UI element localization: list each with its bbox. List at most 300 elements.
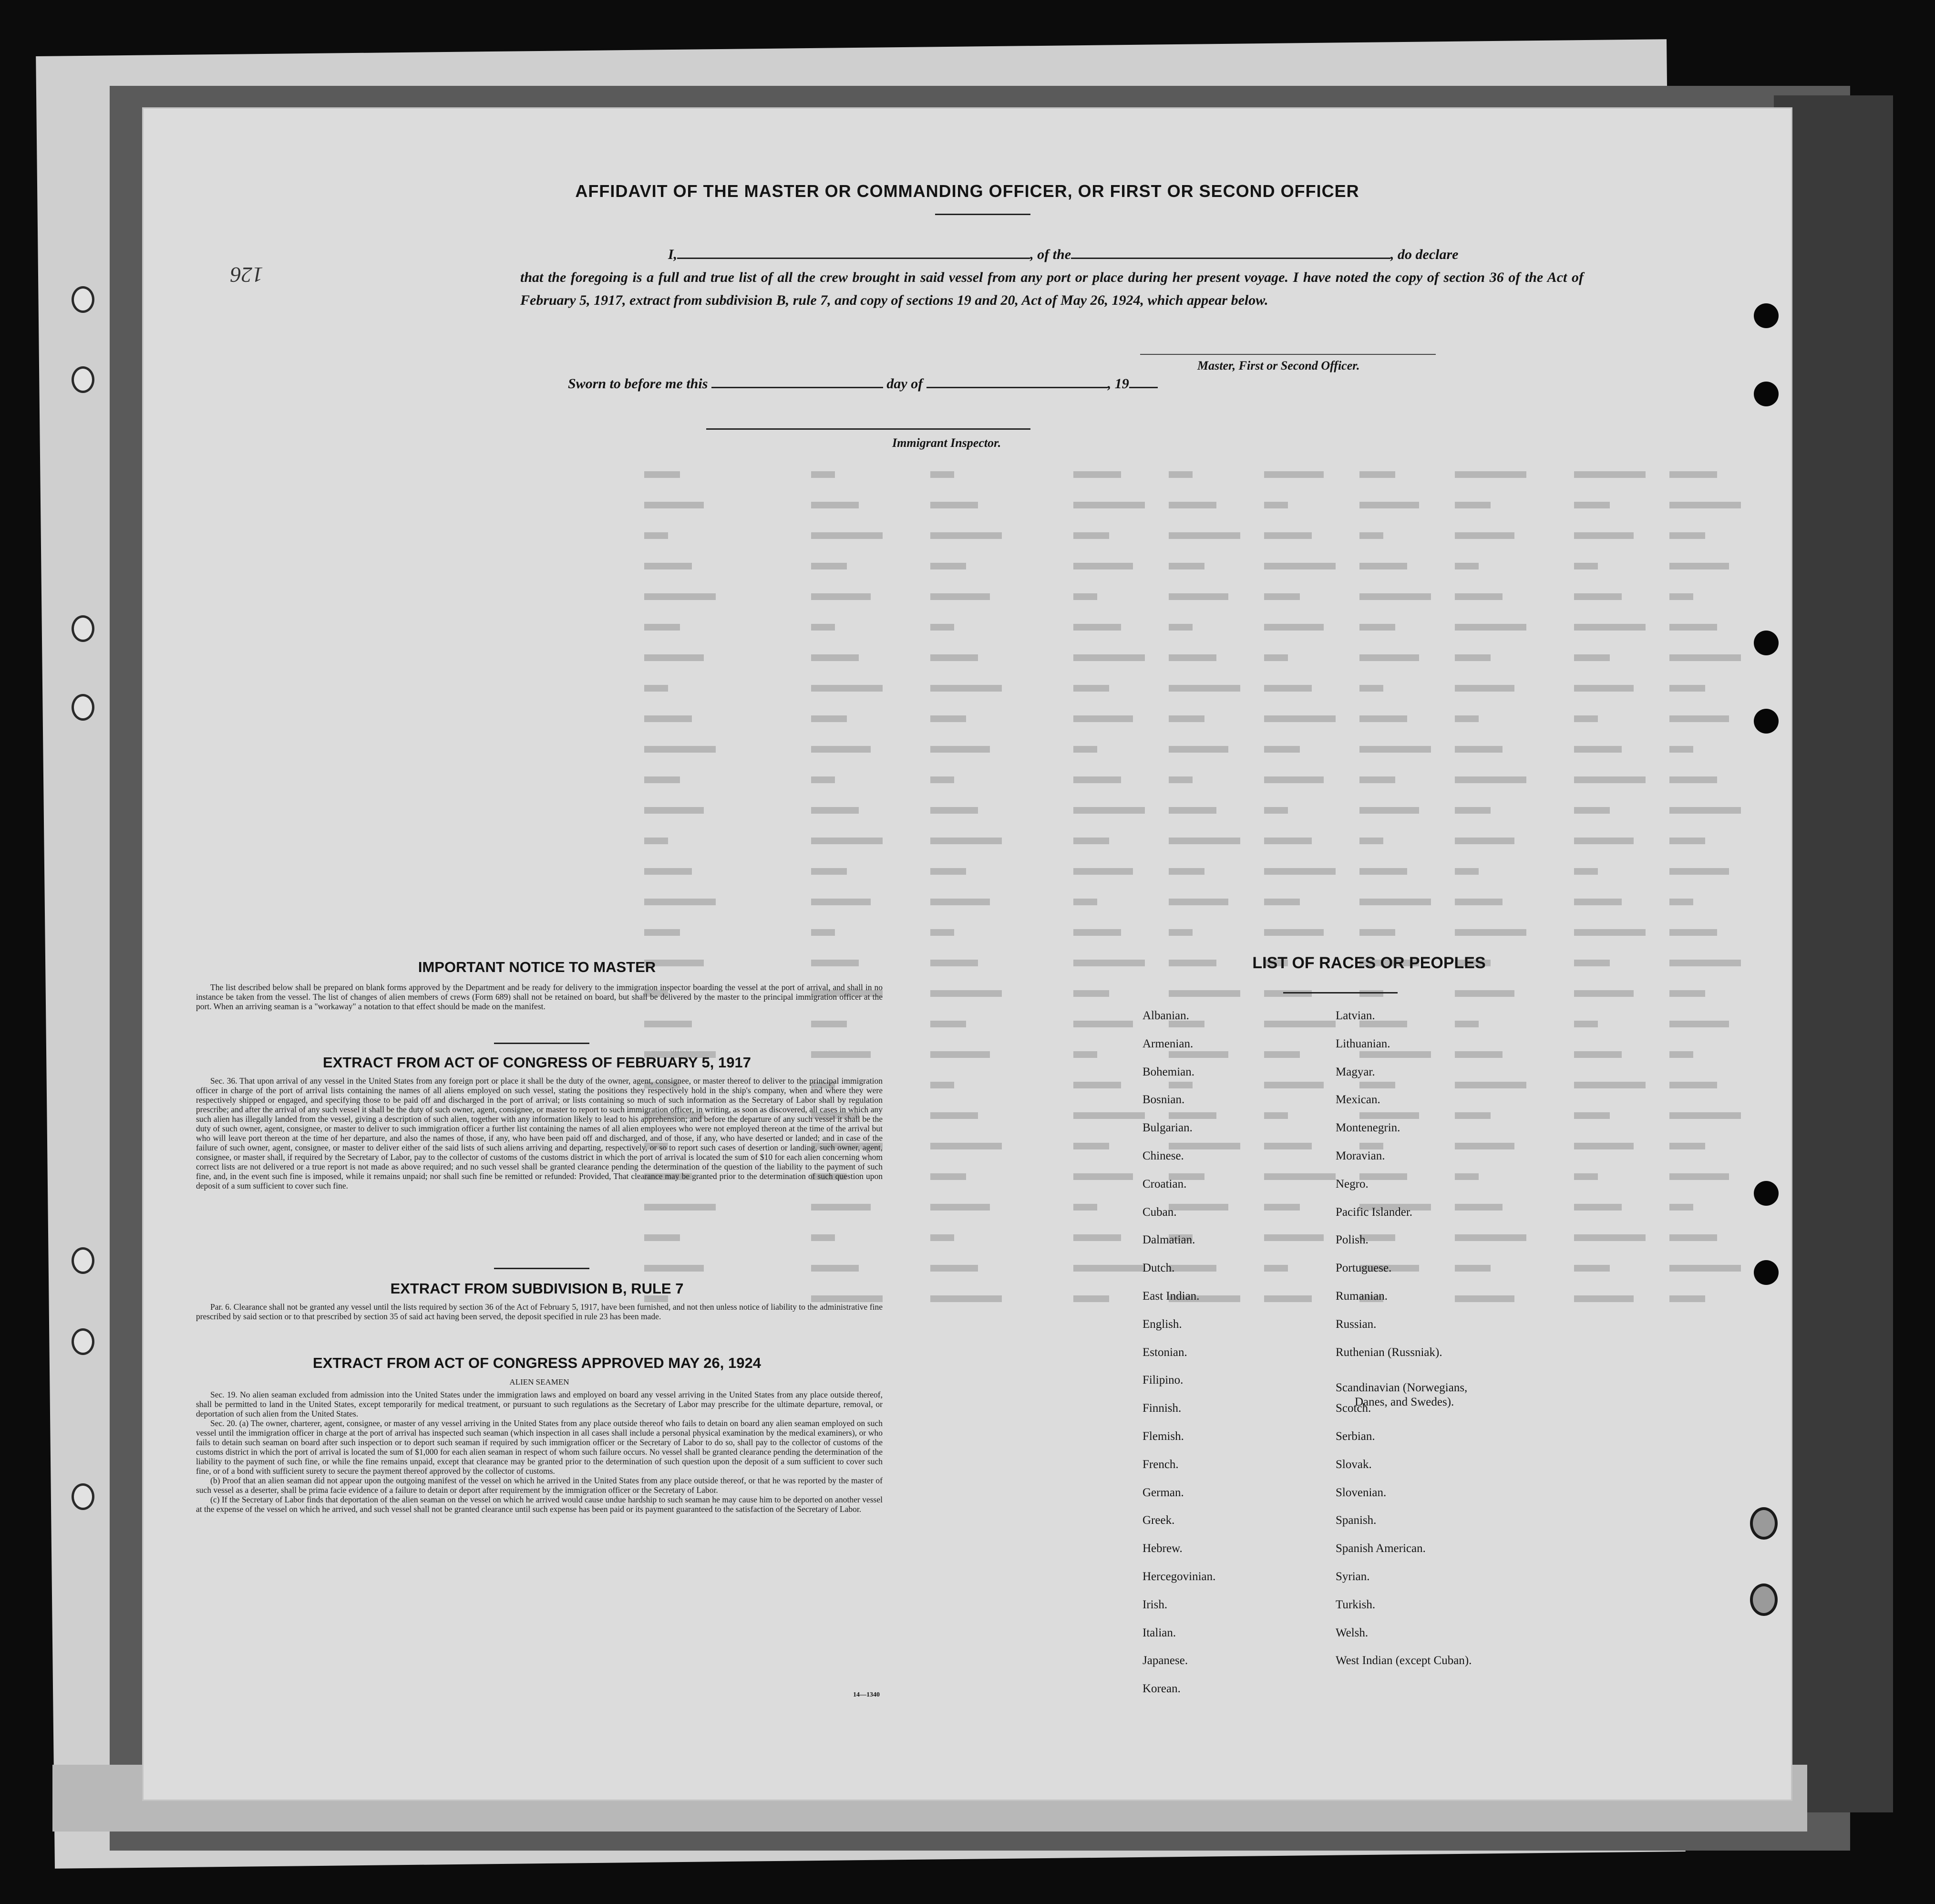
- bleed-through-mark: [644, 593, 716, 600]
- bleed-through-mark: [1669, 1204, 1693, 1211]
- bleed-through-mark: [644, 807, 704, 814]
- bleed-through-mark: [1073, 746, 1097, 753]
- bleed-through-mark: [1455, 746, 1503, 753]
- bleed-through-mark: [1169, 685, 1240, 692]
- race-item: Russian.: [1336, 1317, 1377, 1331]
- sworn-prefix: Sworn to before me this: [568, 376, 708, 392]
- signature-label: Master, First or Second Officer.: [1197, 359, 1360, 373]
- bleed-through-mark: [811, 1204, 871, 1211]
- bleed-through-mark: [811, 776, 835, 783]
- rule-7-body: [196, 1302, 883, 1321]
- bleed-through-mark: [1169, 990, 1240, 997]
- bleed-through-mark: [1574, 1295, 1634, 1302]
- par-6-paragraph: Par. 6. Clearance shall not be granted any vessel until the lists required by section 36 of the Act of February 5, 1917, have been furnished, and not then unless notice of liability to the administrative fine prescribed by said section or to that prescribed by section 35 of said act having been served, the deposit specified in rule 23 has been made.: [196, 1302, 883, 1321]
- race-item: German.: [1142, 1486, 1184, 1499]
- bleed-through-mark: [811, 624, 835, 631]
- bleed-through-mark: [1073, 990, 1109, 997]
- sworn-day-label: day of: [886, 376, 923, 392]
- bleed-through-mark: [1574, 960, 1610, 966]
- bleed-through-mark: [1073, 899, 1097, 905]
- affidavit-declare: , do declare: [1390, 247, 1459, 262]
- bleed-through-mark: [930, 929, 954, 936]
- bleed-through-mark: [1264, 685, 1312, 692]
- race-item: Negro.: [1336, 1177, 1369, 1190]
- bleed-through-mark: [1264, 1173, 1336, 1180]
- bleed-through-mark: [1264, 990, 1312, 997]
- races-divider: [1283, 992, 1398, 993]
- notice-body: [196, 983, 883, 1011]
- bleed-through-mark: [1073, 807, 1145, 814]
- bleed-through-mark: [811, 838, 883, 844]
- bleed-through-mark: [930, 960, 978, 966]
- bleed-through-mark: [930, 746, 990, 753]
- bleed-through-mark: [1073, 532, 1109, 539]
- race-item: Polish.: [1336, 1233, 1369, 1247]
- bleed-through-mark: [1574, 746, 1622, 753]
- bleed-through-mark: [1455, 838, 1514, 844]
- race-item: Armenian.: [1142, 1037, 1194, 1050]
- bleed-through-mark: [930, 1295, 1002, 1302]
- bleed-through-mark: [930, 685, 1002, 692]
- bleed-through-mark: [1455, 807, 1491, 814]
- bleed-through-mark: [1574, 929, 1646, 936]
- race-item: Dalmatian.: [1142, 1233, 1195, 1247]
- bleed-through-mark: [1169, 502, 1216, 508]
- sec-20b-paragraph: (b) Proof that an alien seaman did not appear upon the outgoing manifest of the vessel on which he arrived in the United States from any place outside thereof, or that he was reported by the master of such vessel as a deserter, shall be prima facie evidence of a failure to detain or deport after requirement by the immigration officer or the Secretary of Labor.: [196, 1476, 883, 1495]
- bleed-through-mark: [1669, 1265, 1741, 1272]
- bleed-through-mark: [1264, 929, 1324, 936]
- race-item: Greek.: [1142, 1514, 1175, 1527]
- bleed-through-mark: [811, 654, 859, 661]
- bleed-through-mark: [1073, 960, 1145, 966]
- bleed-through-mark: [1359, 502, 1419, 508]
- bleed-through-mark: [1455, 624, 1526, 631]
- bleed-through-mark: [1073, 1082, 1121, 1088]
- bleed-through-mark: [1073, 1051, 1097, 1058]
- bleed-through-mark: [930, 1234, 954, 1241]
- bleed-through-mark: [1574, 899, 1622, 905]
- bleed-through-mark: [1169, 563, 1204, 569]
- race-item: Dutch.: [1142, 1262, 1175, 1275]
- bleed-through-mark: [1455, 1021, 1479, 1027]
- bleed-through-mark: [1169, 532, 1240, 539]
- bleed-through-mark: [1455, 1082, 1526, 1088]
- bleed-through-mark: [811, 1021, 847, 1027]
- race-item: Portuguese.: [1336, 1262, 1392, 1275]
- bleed-through-mark: [1574, 1051, 1622, 1058]
- bleed-through-mark: [1669, 1173, 1729, 1180]
- bleed-through-mark: [1455, 1234, 1526, 1241]
- alien-seamen-subtitle: ALIEN SEAMEN: [509, 1377, 569, 1387]
- bleed-through-mark: [1455, 715, 1479, 722]
- race-item: Turkish.: [1336, 1598, 1376, 1611]
- bleed-through-mark: [1669, 899, 1693, 905]
- bleed-through-mark: [1574, 563, 1598, 569]
- race-item: Serbian.: [1336, 1430, 1375, 1443]
- race-item: Scotch.: [1336, 1402, 1371, 1415]
- bleed-through-mark: [1169, 624, 1193, 631]
- bleed-through-mark: [1073, 1173, 1133, 1180]
- section-divider: [494, 1268, 589, 1269]
- bleed-through-mark: [1574, 776, 1646, 783]
- bleed-through-mark: [1073, 685, 1109, 692]
- bleed-through-mark: [1574, 624, 1646, 631]
- bleed-through-mark: [811, 1265, 859, 1272]
- bleed-through-mark: [1359, 1112, 1419, 1119]
- bleed-through-mark: [930, 1265, 978, 1272]
- bleed-through-mark: [1073, 563, 1133, 569]
- section-divider: [494, 1043, 589, 1044]
- bleed-through-mark: [1169, 746, 1228, 753]
- document-page: [142, 107, 1792, 1801]
- bleed-through-mark: [1169, 899, 1228, 905]
- bleed-through-mark: [1574, 502, 1610, 508]
- bleed-through-mark: [1669, 746, 1693, 753]
- inspector-label: Immigrant Inspector.: [892, 436, 1001, 450]
- bleed-through-mark: [1264, 746, 1300, 753]
- bleed-through-mark: [1359, 990, 1383, 997]
- bleed-through-mark: [1574, 471, 1646, 478]
- bleed-through-mark: [1264, 715, 1336, 722]
- bleed-through-mark: [1455, 1173, 1479, 1180]
- bleed-through-mark: [1359, 1143, 1383, 1149]
- race-item: Filipino.: [1142, 1374, 1184, 1387]
- bleed-through-mark: [1264, 624, 1324, 631]
- race-item: Latvian.: [1336, 1009, 1375, 1022]
- bleed-through-mark: [1455, 1051, 1503, 1058]
- binder-hole-icon: [72, 694, 94, 721]
- rule-7-title: EXTRACT FROM SUBDIVISION B, RULE 7: [390, 1280, 684, 1297]
- bleed-through-mark: [811, 807, 859, 814]
- bleed-through-mark: [930, 624, 954, 631]
- bleed-through-mark: [1574, 1265, 1610, 1272]
- bleed-through-mark: [1073, 1295, 1109, 1302]
- bleed-through-mark: [1455, 899, 1503, 905]
- bleed-through-mark: [930, 1051, 990, 1058]
- bleed-through-mark: [1073, 1265, 1145, 1272]
- bleed-through-mark: [1669, 990, 1705, 997]
- bleed-through-mark: [930, 593, 990, 600]
- punch-hole-icon: [1754, 303, 1779, 328]
- bleed-through-mark: [644, 563, 692, 569]
- bleed-through-mark: [1264, 654, 1288, 661]
- race-item: West Indian (except Cuban).: [1336, 1654, 1472, 1667]
- race-item: Hebrew.: [1142, 1542, 1183, 1555]
- bleed-through-mark: [1264, 1112, 1288, 1119]
- bleed-through-mark: [1264, 899, 1300, 905]
- bleed-through-mark: [1073, 838, 1109, 844]
- bleed-through-mark: [644, 1204, 716, 1211]
- bleed-through-mark: [1455, 868, 1479, 875]
- bleed-through-mark: [1264, 1234, 1324, 1241]
- bleed-through-mark: [1455, 532, 1514, 539]
- bleed-through-mark: [644, 1021, 692, 1027]
- bleed-through-mark: [1574, 1112, 1610, 1119]
- bleed-through-mark: [1264, 563, 1336, 569]
- bleed-through-text: [573, 471, 1765, 1330]
- bleed-through-mark: [644, 685, 668, 692]
- race-item: Welsh.: [1336, 1626, 1369, 1639]
- bleed-through-mark: [1574, 715, 1598, 722]
- bleed-through-mark: [644, 868, 692, 875]
- bleed-through-mark: [1455, 654, 1491, 661]
- race-item: Chinese.: [1142, 1149, 1184, 1162]
- races-title: LIST OF RACES OR PEOPLES: [1252, 954, 1486, 972]
- bleed-through-mark: [811, 685, 883, 692]
- bleed-through-mark: [1359, 563, 1407, 569]
- sec-19-paragraph: Sec. 19. No alien seaman excluded from admission into the United States under the immigration laws and employed on board any vessel arriving in the United States from any place outside thereof, shall be permitted to land in the United States, except temporarily for medical treatment, or pursuant to such regulations as the Secretary of Labor may prescribe for the ultimate departure, removal, or deportation of such alien from the United States.: [196, 1390, 883, 1418]
- extract-1917-body: [196, 1076, 883, 1190]
- bleed-through-mark: [1264, 807, 1288, 814]
- bleed-through-mark: [644, 624, 680, 631]
- punch-hole-icon: [1754, 382, 1779, 406]
- bleed-through-mark: [1574, 807, 1610, 814]
- bleed-through-mark: [1264, 776, 1324, 783]
- bleed-through-mark: [1264, 1204, 1300, 1211]
- bleed-through-mark: [1669, 532, 1705, 539]
- bleed-through-mark: [1669, 838, 1705, 844]
- race-item: Lithuanian.: [1336, 1037, 1390, 1050]
- bleed-through-mark: [1264, 532, 1312, 539]
- bleed-through-mark: [1455, 502, 1491, 508]
- bleed-through-mark: [1073, 1204, 1097, 1211]
- race-item: Cuban.: [1142, 1205, 1177, 1219]
- bleed-through-mark: [1574, 685, 1634, 692]
- bleed-through-mark: [1669, 1234, 1717, 1241]
- punch-hole-icon: [1754, 709, 1779, 734]
- bleed-through-mark: [1359, 654, 1419, 661]
- bleed-through-mark: [930, 715, 966, 722]
- bleed-through-mark: [1169, 929, 1193, 936]
- punch-hole-icon: [1754, 631, 1779, 655]
- bleed-through-mark: [1455, 1265, 1491, 1272]
- race-item: English.: [1142, 1317, 1182, 1331]
- bleed-through-mark: [1359, 1082, 1395, 1088]
- bleed-through-mark: [1169, 1112, 1216, 1119]
- bleed-through-mark: [1264, 1051, 1300, 1058]
- bleed-through-mark: [1455, 563, 1479, 569]
- binder-hole-icon: [72, 286, 94, 313]
- race-item: Slovenian.: [1336, 1486, 1387, 1499]
- bleed-through-mark: [644, 532, 668, 539]
- bleed-through-mark: [1669, 868, 1729, 875]
- bleed-through-mark: [1574, 990, 1634, 997]
- race-item: Croatian.: [1142, 1177, 1187, 1190]
- bleed-through-mark: [1169, 654, 1216, 661]
- bleed-through-mark: [1169, 1204, 1228, 1211]
- bleed-through-mark: [1359, 899, 1431, 905]
- bleed-through-mark: [1264, 593, 1300, 600]
- bleed-through-mark: [1455, 929, 1526, 936]
- race-item: East Indian.: [1142, 1290, 1200, 1303]
- bleed-through-mark: [1359, 715, 1407, 722]
- sworn-month-blank: [926, 387, 1108, 388]
- bleed-through-mark: [1169, 593, 1228, 600]
- bleed-through-mark: [1359, 868, 1407, 875]
- race-item: Albanian.: [1142, 1009, 1189, 1022]
- bleed-through-mark: [1669, 654, 1741, 661]
- bleed-through-mark: [1073, 1112, 1145, 1119]
- handwritten-number: 126: [230, 263, 263, 287]
- bleed-through-mark: [1669, 563, 1729, 569]
- name-blank: [677, 258, 1030, 259]
- race-item: French.: [1142, 1458, 1179, 1471]
- bleed-through-mark: [930, 502, 978, 508]
- race-item: Hercegovinian.: [1142, 1570, 1216, 1583]
- bleed-through-mark: [1574, 1143, 1634, 1149]
- bleed-through-mark: [1669, 1112, 1741, 1119]
- bleed-through-mark: [1574, 532, 1634, 539]
- bleed-through-mark: [1264, 1295, 1312, 1302]
- bleed-through-mark: [1169, 471, 1193, 478]
- bleed-through-mark: [1574, 1082, 1646, 1088]
- race-item: Mexican.: [1336, 1093, 1380, 1107]
- bleed-through-mark: [644, 1265, 704, 1272]
- bleed-through-mark: [811, 868, 847, 875]
- bleed-through-mark: [930, 990, 1002, 997]
- race-item: Finnish.: [1142, 1402, 1182, 1415]
- bleed-through-mark: [1574, 593, 1622, 600]
- bleed-through-mark: [930, 838, 1002, 844]
- bleed-through-mark: [1073, 868, 1133, 875]
- bleed-through-mark: [1073, 1234, 1121, 1241]
- title-divider: [935, 214, 1030, 215]
- sworn-year-blank: [1129, 387, 1158, 388]
- race-item: Spanish American.: [1336, 1542, 1426, 1555]
- bleed-through-mark: [1264, 502, 1288, 508]
- bleed-through-mark: [930, 868, 966, 875]
- bleed-through-mark: [1455, 1112, 1491, 1119]
- bleed-through-mark: [1455, 990, 1514, 997]
- bleed-through-mark: [930, 471, 954, 478]
- race-item: Bosnian.: [1142, 1093, 1185, 1107]
- bleed-through-mark: [1574, 1234, 1646, 1241]
- bleed-through-mark: [1073, 593, 1097, 600]
- race-item: Rumanian.: [1336, 1290, 1388, 1303]
- sec-20c-paragraph: (c) If the Secretary of Labor finds that deportation of the alien seaman on the vessel on which he arrived would cause undue hardship to such seaman he may cause him to be deported on another vessel at the expense of the vessel on which he arrived, and such vessel shall not be granted clearance until such expense has been paid or its payment guaranteed to the satisfaction of the Secretary of Labor.: [196, 1495, 883, 1514]
- bleed-through-mark: [1455, 776, 1526, 783]
- bleed-through-mark: [1669, 776, 1717, 783]
- race-item: Pacific Islander.: [1336, 1205, 1413, 1219]
- bleed-through-mark: [1264, 1143, 1312, 1149]
- bleed-through-mark: [1669, 929, 1717, 936]
- race-item: Scandinavian (Norwegians,: [1336, 1381, 1468, 1395]
- bleed-through-mark: [811, 1234, 835, 1241]
- bleed-through-mark: [1359, 776, 1395, 783]
- extract-1917-title: EXTRACT FROM ACT OF CONGRESS OF FEBRUARY 5, 1917: [323, 1054, 751, 1071]
- bleed-through-mark: [1073, 654, 1145, 661]
- bleed-through-mark: [930, 807, 978, 814]
- bleed-through-mark: [1073, 1021, 1133, 1027]
- bleed-through-mark: [1169, 807, 1216, 814]
- bleed-through-mark: [1574, 1021, 1598, 1027]
- bleed-through-mark: [1359, 593, 1431, 600]
- race-item: Syrian.: [1336, 1570, 1370, 1583]
- affidavit-body: [520, 243, 1584, 312]
- race-item: Moravian.: [1336, 1149, 1385, 1162]
- bleed-through-mark: [930, 563, 966, 569]
- notice-paragraph: The list described below shall be prepared on blank forms approved by the Department and be ready for delivery to the immigration inspector boarding the vessel at the port of arrival, and shall in no instance be taken from the vessel. The list of changes of alien members of crews (Form 689) shall not be retained on board, but shall be delivered by the master to the principal immigration officer at the port. When an arriving seaman is a "workaway" a notation to that effect should be made on the manifest.: [196, 983, 883, 1011]
- bleed-through-mark: [1574, 868, 1598, 875]
- race-item: Flemish.: [1142, 1430, 1184, 1443]
- sworn-year-label: , 19: [1107, 376, 1129, 392]
- race-item: Japanese.: [1142, 1654, 1188, 1667]
- signature-line: [1140, 354, 1436, 355]
- bleed-through-mark: [930, 1021, 966, 1027]
- bleed-through-mark: [644, 929, 680, 936]
- bleed-through-mark: [1574, 838, 1634, 844]
- bleed-through-mark: [1264, 1265, 1288, 1272]
- bleed-through-mark: [1669, 624, 1717, 631]
- bleed-through-mark: [811, 563, 847, 569]
- bleed-through-mark: [644, 654, 704, 661]
- bleed-through-mark: [1073, 1143, 1109, 1149]
- bleed-through-mark: [1264, 1082, 1324, 1088]
- form-number: 14—1340: [853, 1691, 880, 1698]
- bleed-through-mark: [1455, 1143, 1514, 1149]
- bleed-through-mark: [1169, 776, 1193, 783]
- bleed-through-mark: [1359, 1051, 1431, 1058]
- bleed-through-mark: [1669, 1051, 1693, 1058]
- bleed-through-mark: [1169, 1051, 1228, 1058]
- bleed-through-mark: [1455, 1295, 1514, 1302]
- race-item: Ruthenian (Russniak).: [1336, 1345, 1442, 1359]
- bleed-through-mark: [811, 746, 871, 753]
- punch-hole-icon: [1750, 1583, 1778, 1616]
- bleed-through-mark: [1169, 838, 1240, 844]
- bleed-through-mark: [1264, 868, 1336, 875]
- bleed-through-mark: [1073, 715, 1133, 722]
- bleed-through-mark: [644, 746, 716, 753]
- sec-20a-paragraph: Sec. 20. (a) The owner, charterer, agent, consignee, or master of any vessel arriving in the United States from any place outside thereof who fails to detain on board any alien seaman employed on such vessel until the immigration officer in charge at the port of arrival has inspected such seaman (which inspection in all cases shall include a personal physical examination by the medical examiners), or who fails to detain such seaman on board after such inspection or to deport such seaman if required by such immigration officer or the Secretary of Labor to do so, shall pay to the collector of customs of the customs district in which the port of arrival is located the sum of $1,000 for each alien seaman in respect of whom such failure occurs. No vessel shall be granted clearance pending the determination of the liability to the payment of such fine, or while the fine remains unpaid, except that clearance may be granted prior to the determination of such question upon the deposit of a sum sufficient to cover such fine, or of a bond with sufficient surety to secure the payment thereof approved by the collector of customs.: [196, 1418, 883, 1476]
- bleed-through-mark: [1073, 471, 1121, 478]
- bleed-through-mark: [1359, 838, 1383, 844]
- bleed-through-mark: [1669, 1021, 1729, 1027]
- bleed-through-mark: [1264, 838, 1312, 844]
- bleed-through-mark: [644, 899, 716, 905]
- bleed-through-mark: [1169, 868, 1204, 875]
- punch-hole-icon: [1754, 1181, 1779, 1206]
- bleed-through-mark: [930, 1112, 978, 1119]
- sworn-day-blank: [711, 387, 883, 388]
- sec-36-paragraph: Sec. 36. That upon arrival of any vessel in the United States from any foreign port or place it shall be the duty of the owner, agent, consignee, or master thereof to deliver to the principal immigration officer in charge of the port of arrival lists containing the names of all aliens employed on such vessel, stating the positions they respectively hold in the ship's company, when and where they were respectively shipped or engaged, and specifying those to be paid off and discharged in the port of arrival; or lists containing so much of such information as the Secretary of Labor shall by regulation prescribe; and after the arrival of any such vessel it shall be the duty of such owner, agent, consignee, or master to report to such immigration officer, in writing, as soon as discovered, all cases in which any such alien has illegally landed from the vessel, giving a description of such alien, together with any information likely to lead to his apprehension; and before the departure of any such vessel it shall be the duty of such owner, agent, consignee, or master to deliver to such immigration officer a further list containing the names of all alien employees who were not employed thereon at the time of the arrival but who will leave port thereon at the time of her departure, and also the names of those, if any, who have been paid off and discharged, and of those, if any, who have deserted or landed; and in case of the failure of such owner, agent, consignee, or master to deliver either of the said lists of such aliens arriving and departing, respectively, or so to report such cases of desertion or landing, such owner, agent, consignee, or master shall, if required by the Secretary of Labor, pay to the collector of customs of the customs district in which the port of arrival is located the sum of $10 for each alien concerning whom correct lists are not delivered or a true report is not made as above required; and no such vessel shall be granted clearance pending the determination of the question of the liability to the payment of such fine, and, in the event such fine is imposed, while it remains unpaid; nor shall such fine be remitted or refunded: Provided, That clearance may be granted prior to the determination of such question upon deposit of a sum sufficient to cover such fine.: [196, 1076, 883, 1190]
- bleed-through-mark: [1574, 654, 1610, 661]
- affidavit-of-the: , of the: [1030, 247, 1071, 262]
- race-item: Bohemian.: [1142, 1065, 1195, 1078]
- bleed-through-mark: [930, 1143, 1002, 1149]
- bleed-through-mark: [1455, 593, 1503, 600]
- race-item: Korean.: [1142, 1682, 1181, 1696]
- bleed-through-mark: [930, 1173, 966, 1180]
- bleed-through-mark: [930, 654, 978, 661]
- bleed-through-mark: [1359, 471, 1395, 478]
- bleed-through-mark: [1169, 1082, 1193, 1088]
- bleed-through-mark: [930, 532, 1002, 539]
- bleed-through-mark: [1455, 1204, 1503, 1211]
- bleed-through-mark: [1669, 685, 1705, 692]
- bleed-through-mark: [1359, 624, 1395, 631]
- bleed-through-mark: [1073, 624, 1121, 631]
- bleed-through-mark: [644, 1234, 680, 1241]
- bleed-through-mark: [1455, 471, 1526, 478]
- notice-title: IMPORTANT NOTICE TO MASTER: [418, 959, 656, 975]
- sworn-line: [568, 376, 1158, 392]
- bleed-through-mark: [811, 532, 883, 539]
- punch-hole-icon: [1754, 1260, 1779, 1285]
- inspector-signature-line: [706, 428, 1030, 430]
- bleed-through-mark: [1264, 471, 1324, 478]
- punch-hole-icon: [1750, 1507, 1778, 1540]
